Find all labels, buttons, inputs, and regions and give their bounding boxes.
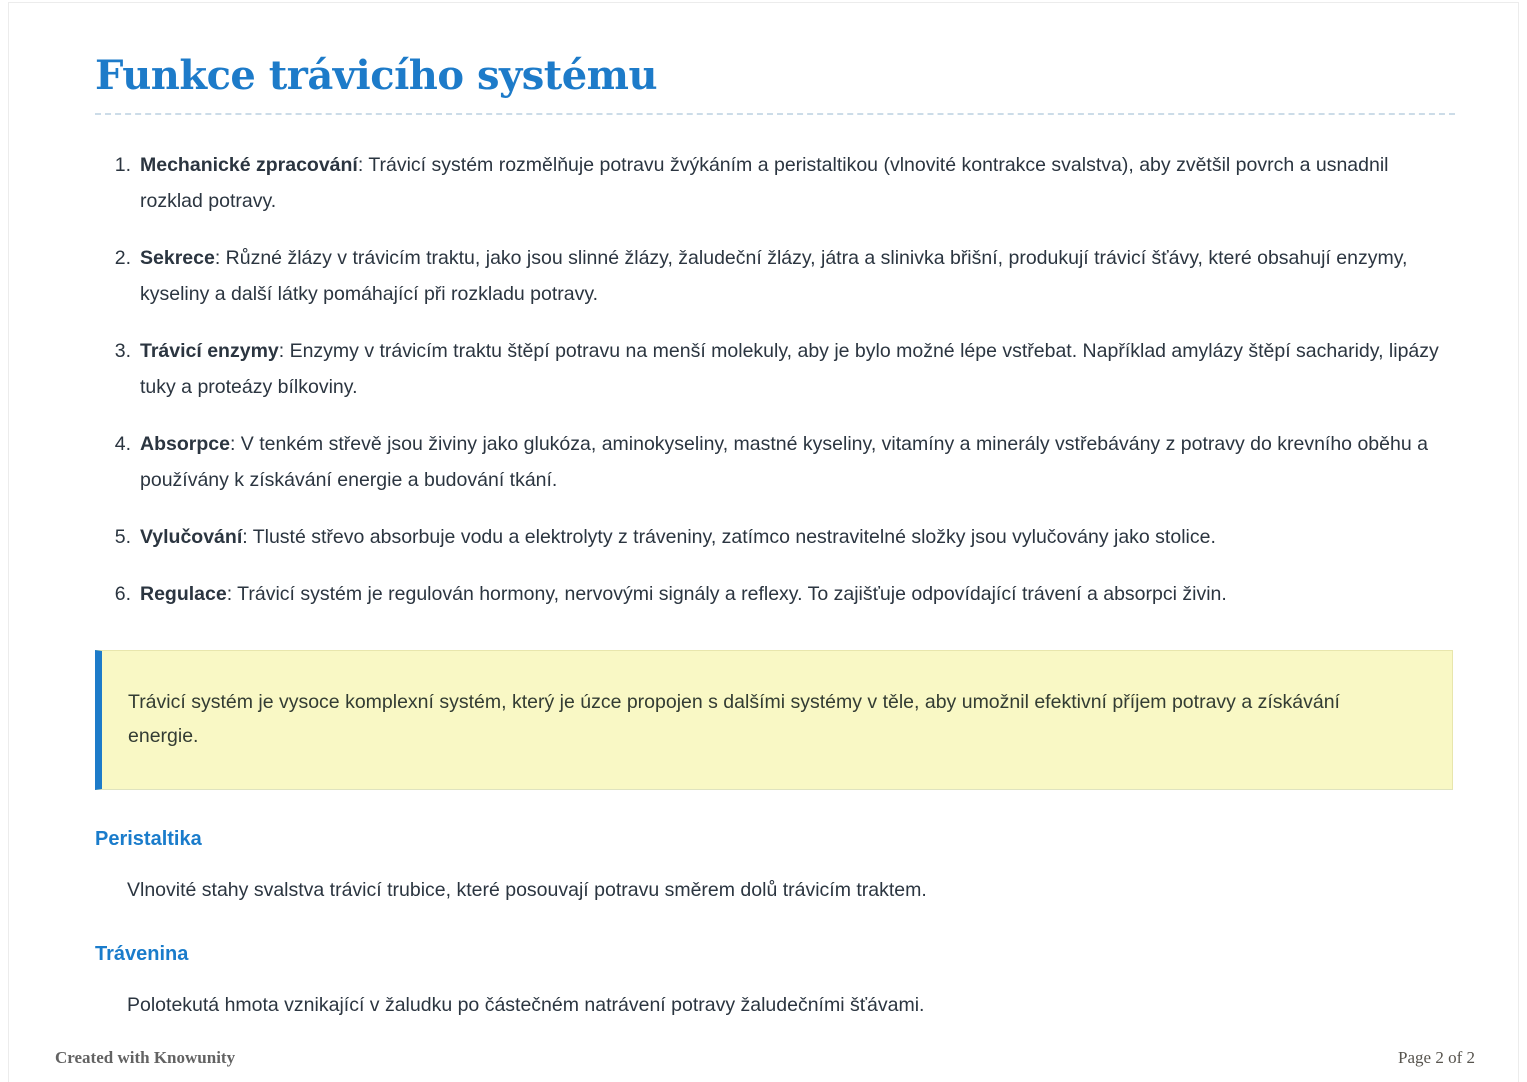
list-item <box>95 147 1455 219</box>
list-item-text <box>140 519 1455 555</box>
list-item-term: Absorpce <box>140 433 230 455</box>
definition-block-peristaltika <box>95 828 1455 905</box>
list-item <box>95 519 1455 555</box>
callout-text: Trávicí systém je vysoce komplexní systém, který je úzce propojen s dalšími systémy v těle, aby umožnil efektivní příjem potravy a získávání energie. <box>128 691 1340 747</box>
list-item <box>95 426 1455 498</box>
list-item-term: Trávicí enzymy <box>140 340 279 362</box>
list-item-term: Sekrece <box>140 247 215 269</box>
list-item-number: 4. <box>114 433 131 455</box>
list-item <box>95 576 1455 612</box>
list-item <box>95 240 1455 312</box>
definition-text: Polotekutá hmota vznikající v žaludku po částečném natrávení potravy žaludečními šťávami. <box>127 994 925 1016</box>
list-item-number: 6. <box>114 583 131 605</box>
footer-branding: Created with Knowunity <box>55 1048 236 1067</box>
list-item-term: Regulace <box>140 583 227 605</box>
list-item-rest: : Enzymy v trávicím traktu štěpí potravu na menší molekuly, aby je bylo možné lépe vstřebat. Například amylázy štěpí sacharidy, lipázy tuky a proteázy bílkoviny. <box>140 340 1439 398</box>
list-item-text <box>140 147 1455 219</box>
definition-heading: Trávenina <box>95 943 189 965</box>
definition-block-travenina <box>95 943 1455 1020</box>
list-item-text <box>140 576 1455 612</box>
list-item-rest: : Různé žlázy v trávicím traktu, jako jsou slinné žlázy, žaludeční žlázy, játra a slinivka břišní, produkují trávicí šťávy, které obsahují enzymy, kyseliny a další látky pomáhající při rozkladu potravy. <box>140 247 1408 305</box>
functions-list <box>95 147 1455 612</box>
list-item-rest: : Trávicí systém rozmělňuje potravu žvýkáním a peristaltikou (vlnovité kontrakce svalstva), aby zvětšil povrch a usnadnil rozklad potravy. <box>140 154 1389 212</box>
list-item-term: Mechanické zpracování <box>140 154 358 176</box>
list-item-number: 1. <box>114 154 131 176</box>
page-title: Funkce trávicího systému <box>95 52 1455 115</box>
list-item-number: 5. <box>114 526 131 548</box>
definition-heading: Peristaltika <box>95 828 202 850</box>
list-item-rest: : V tenkém střevě jsou živiny jako glukóza, aminokyseliny, mastné kyseliny, vitamíny a minerály vstřebávány z potravy do krevního oběhu a používány k získávání energie a budování tkání. <box>140 433 1428 491</box>
list-item-text <box>140 240 1455 312</box>
list-item-term: Vylučování <box>140 526 243 548</box>
list-item-text <box>140 426 1455 498</box>
list-item-text <box>140 333 1455 405</box>
footer-page-number: Page 2 of 2 <box>1398 1048 1475 1067</box>
list-item-rest: : Trávicí systém je regulován hormony, nervovými signály a reflexy. To zajišťuje odpovídající trávení a absorpci živin. <box>226 583 1227 605</box>
highlight-callout <box>95 650 1453 790</box>
definition-text: Vlnovité stahy svalstva trávicí trubice, které posouvají potravu směrem dolů trávicím traktem. <box>127 879 927 901</box>
document-content <box>95 52 1455 1020</box>
list-item-number: 3. <box>114 340 131 362</box>
list-item <box>95 333 1455 405</box>
list-item-number: 2. <box>114 247 131 269</box>
list-item-rest: : Tlusté střevo absorbuje vodu a elektrolyty z tráveniny, zatímco nestravitelné složky jsou vylučovány jako stolice. <box>242 526 1216 548</box>
